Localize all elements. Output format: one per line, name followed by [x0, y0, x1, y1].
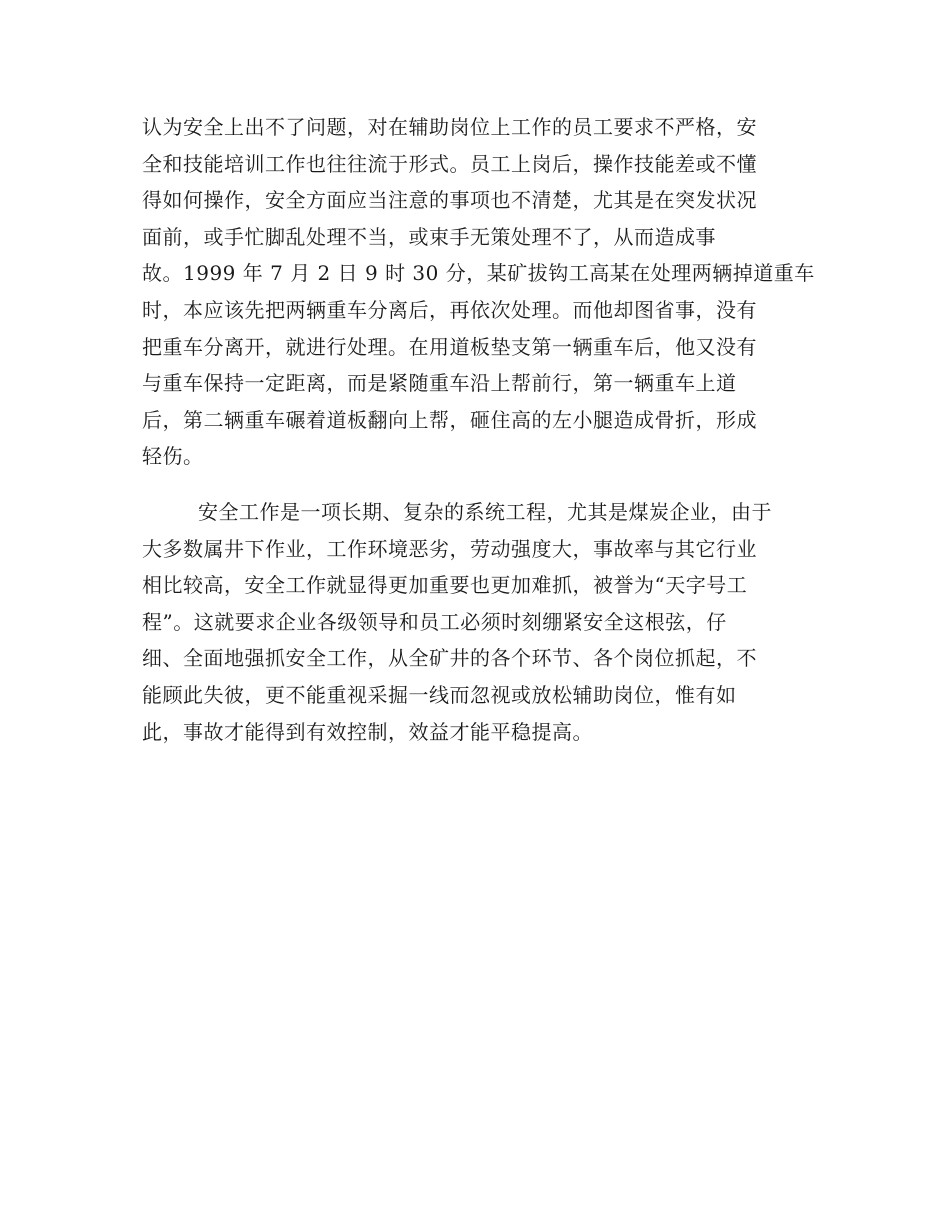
paragraph-line: 认为安全上出不了问题，对在辅助岗位上工作的员工要求不严格，安	[142, 115, 757, 139]
paragraph-line: 故。1999 年 7 月 2 日 9 时 30 分，某矿拔钩工高某在处理两辆掉道重车	[142, 261, 815, 286]
paragraph-2	[142, 494, 810, 750]
paragraph-line: 大多数属井下作业，工作环境恶劣，劳动强度大，事故率与其它行业	[142, 536, 757, 561]
paragraph-line: 全和技能培训工作也往往流于形式。员工上岗后，操作技能差或不懂	[142, 151, 757, 176]
paragraph-line: 安全工作是一项长期、复杂的系统工程，尤其是煤炭企业，由于	[198, 500, 772, 524]
paragraph-1	[142, 109, 815, 475]
paragraph-line: 轻伤。	[142, 444, 204, 469]
paragraph-line: 后，第二辆重车碾着道板翻向上帮，砸住高的左小腿造成骨折，形成	[142, 407, 757, 432]
paragraph-line: 程”。这就要求企业各级领导和员工必须时刻绷紧安全这根弦，仔	[142, 609, 727, 634]
paragraph-line: 把重车分离开，就进行处理。在用道板垫支第一辆重车后，他又没有	[142, 334, 757, 359]
paragraph-line: 细、全面地强抓安全工作，从全矿井的各个环节、各个岗位抓起，不	[142, 646, 757, 671]
paragraph-line: 此，事故才能得到有效控制，效益才能平稳提高。	[142, 719, 593, 744]
paragraph-line: 能顾此失彼，更不能重视采掘一线而忽视或放松辅助岗位，惟有如	[142, 682, 737, 707]
paragraph-line: 相比较高，安全工作就显得更加重要也更加难抓，被誉为“天字号工	[142, 573, 748, 598]
paragraph-line: 面前，或手忙脚乱处理不当，或束手无策处理不了，从而造成事	[142, 224, 716, 249]
paragraph-line: 与重车保持一定距离，而是紧随重车沿上帮前行，第一辆重车上道	[142, 371, 737, 396]
paragraph-line: 得如何操作，安全方面应当注意的事项也不清楚，尤其是在突发状况	[142, 188, 757, 213]
paragraph-line: 时，本应该先把两辆重车分离后，再依次处理。而他却图省事，没有	[142, 297, 757, 322]
